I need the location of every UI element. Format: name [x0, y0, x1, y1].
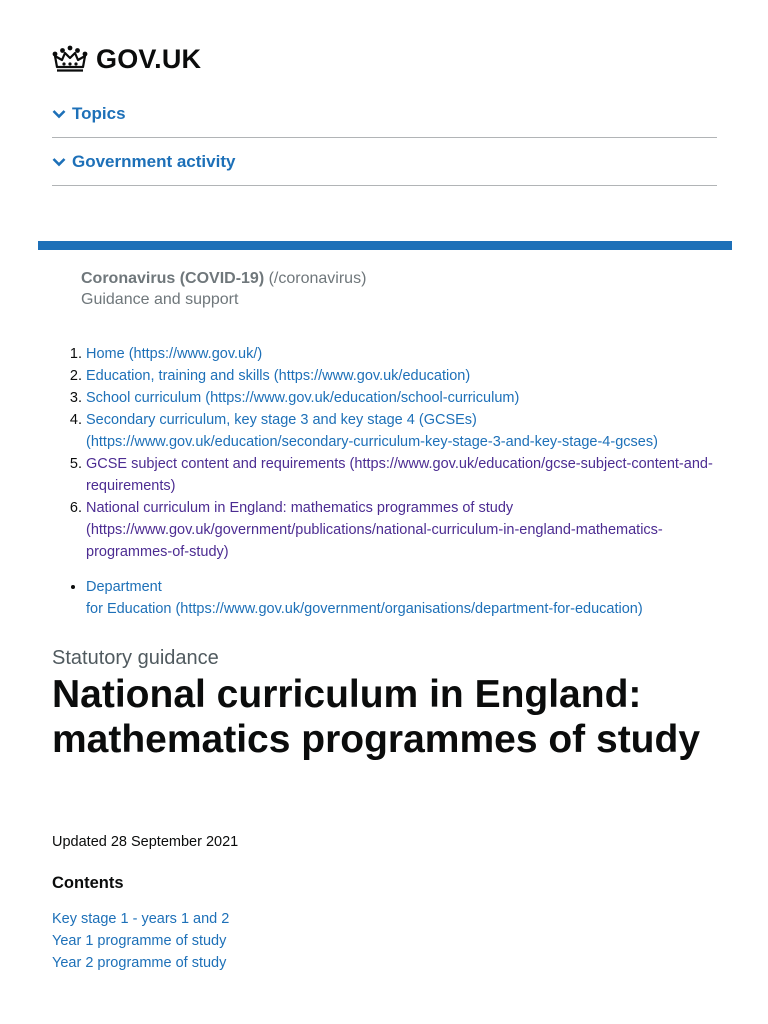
updated-date: Updated 28 September 2021	[52, 834, 239, 850]
covid-banner-subtitle: Guidance and support	[81, 291, 239, 308]
nav-topics-toggle[interactable]	[52, 90, 717, 138]
breadcrumb-item-national-curriculum[interactable]: 6. National curriculum in England: mathematics programmes of study (https://www.gov.uk/government/publications/national-curriculum-in-england-mathematics-programmes-of-study)	[86, 497, 746, 563]
breadcrumb-item-gcse-content[interactable]: 5. GCSE subject content and requirements (https://www.gov.uk/education/gcse-subject-content-and-requirements)	[86, 453, 746, 497]
logo-text: GOV.UK	[96, 44, 202, 74]
covid-banner-link: (/coronavirus)	[264, 270, 367, 287]
contents-list	[52, 908, 229, 974]
nav-government-activity-label: Government activity	[72, 151, 236, 171]
contents-item-key-stage-1[interactable]: Key stage 1 - years 1 and 2	[52, 911, 230, 927]
govuk-logo-link[interactable]	[52, 44, 201, 75]
contents-item-year-1[interactable]: Year 1 programme of study	[52, 933, 227, 949]
organisation-list	[60, 576, 746, 620]
crown-icon	[52, 45, 88, 75]
page-title: National curriculum in England: mathematics programmes of study	[52, 673, 701, 761]
chevron-down-icon	[52, 109, 66, 119]
document-type: Statutory guidance	[52, 647, 219, 669]
header-blue-bar	[38, 241, 732, 250]
breadcrumb-item-secondary-curriculum[interactable]: 4. Secondary curriculum, key stage 3 and key stage 4 (GCSEs) (https://www.gov.uk/education/secondary-curriculum-key-stage-3-and-key-stage-4-gcses)	[86, 409, 746, 453]
breadcrumb	[60, 343, 746, 563]
covid-banner	[81, 268, 366, 310]
nav-topics-label: Topics	[72, 103, 126, 123]
organisation-line-2: for Education (https://www.gov.uk/government/organisations/department-for-education)	[86, 601, 643, 617]
contents-heading: Contents	[52, 874, 124, 892]
organisation-line-1: Department	[86, 579, 162, 595]
covid-banner-title[interactable]: Coronavirus (COVID-19)	[81, 270, 265, 287]
chevron-down-icon	[52, 157, 66, 167]
breadcrumb-item-education[interactable]: 2. Education, training and skills (https://www.gov.uk/education)	[86, 365, 746, 387]
organisation-link-dfe[interactable]	[86, 576, 746, 620]
nav-government-activity-toggle[interactable]	[52, 138, 717, 186]
breadcrumb-item-home[interactable]: 1. Home (https://www.gov.uk/)	[86, 343, 746, 365]
breadcrumb-item-school-curriculum[interactable]: 3. School curriculum (https://www.gov.uk/education/school-curriculum)	[86, 387, 746, 409]
contents-item-year-2[interactable]: Year 2 programme of study	[52, 955, 227, 971]
